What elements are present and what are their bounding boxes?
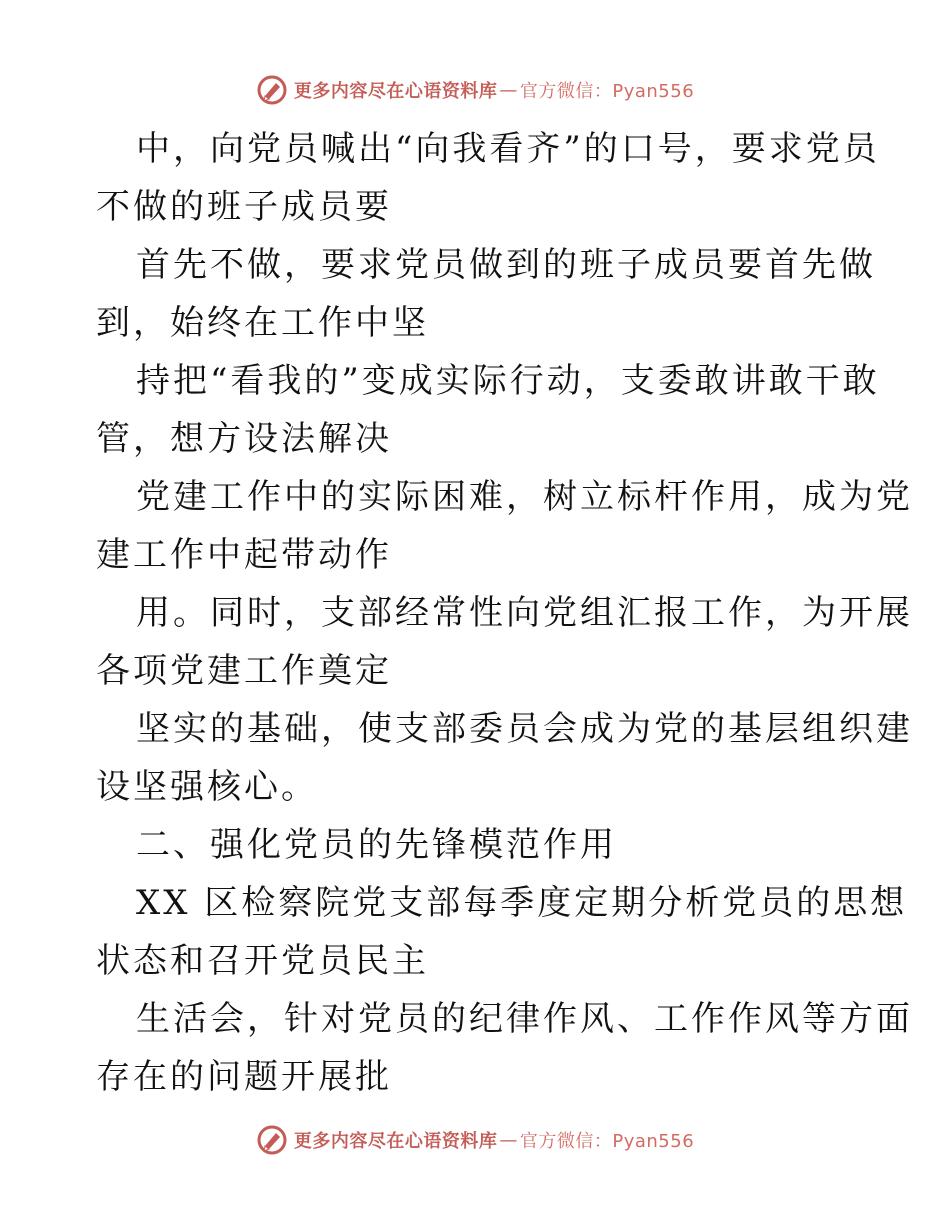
pen-logo-icon bbox=[256, 74, 288, 106]
body-line: 建工作中起带动作 bbox=[96, 535, 392, 575]
body-line: 状态和召开党员民主 bbox=[96, 941, 429, 981]
body-line: 首先不做，要求党员做到的班子成员要首先做 bbox=[136, 245, 876, 285]
pen-logo-icon bbox=[256, 1124, 288, 1156]
body-line: 各项党建工作奠定 bbox=[96, 651, 392, 691]
header-separator: — bbox=[499, 79, 518, 101]
document-body bbox=[96, 120, 913, 1106]
section-heading: 二、强化党员的先锋模范作用 bbox=[136, 825, 617, 865]
page-header bbox=[0, 70, 950, 110]
body-line: 用。同时，支部经常性向党组汇报工作，为开展 bbox=[136, 593, 913, 633]
body-line: 不做的班子成员要 bbox=[96, 187, 392, 227]
body-line: 生活会，针对党员的纪律作风、工作作风等方面 bbox=[136, 999, 913, 1039]
header-brand bbox=[256, 74, 694, 106]
body-line: 中，向党员喊出“向我看齐”的口号，要求党员 bbox=[136, 129, 880, 169]
footer-separator: — bbox=[499, 1129, 518, 1151]
body-line: 存在的问题开展批 bbox=[96, 1057, 392, 1097]
footer-contact: 官方微信：Pyan556 bbox=[519, 1131, 695, 1152]
body-line: XX 区检察院党支部每季度定期分析党员的思想 bbox=[136, 883, 908, 923]
header-brand-text: 更多内容尽在心语资料库 bbox=[293, 81, 498, 102]
body-line: 党建工作中的实际困难，树立标杆作用，成为党 bbox=[136, 477, 913, 517]
body-line: 持把“看我的”变成实际行动，支委敢讲敢干敢 bbox=[136, 361, 880, 401]
page-footer bbox=[0, 1120, 950, 1160]
footer-brand bbox=[256, 1124, 694, 1156]
body-line: 管，想方设法解决 bbox=[96, 419, 392, 459]
body-line: 坚实的基础，使支部委员会成为党的基层组织建 bbox=[136, 709, 913, 749]
body-line: 到，始终在工作中坚 bbox=[96, 303, 429, 343]
header-contact: 官方微信：Pyan556 bbox=[519, 81, 695, 102]
body-line: 设坚强核心。 bbox=[96, 767, 318, 807]
footer-brand-text: 更多内容尽在心语资料库 bbox=[293, 1131, 498, 1152]
